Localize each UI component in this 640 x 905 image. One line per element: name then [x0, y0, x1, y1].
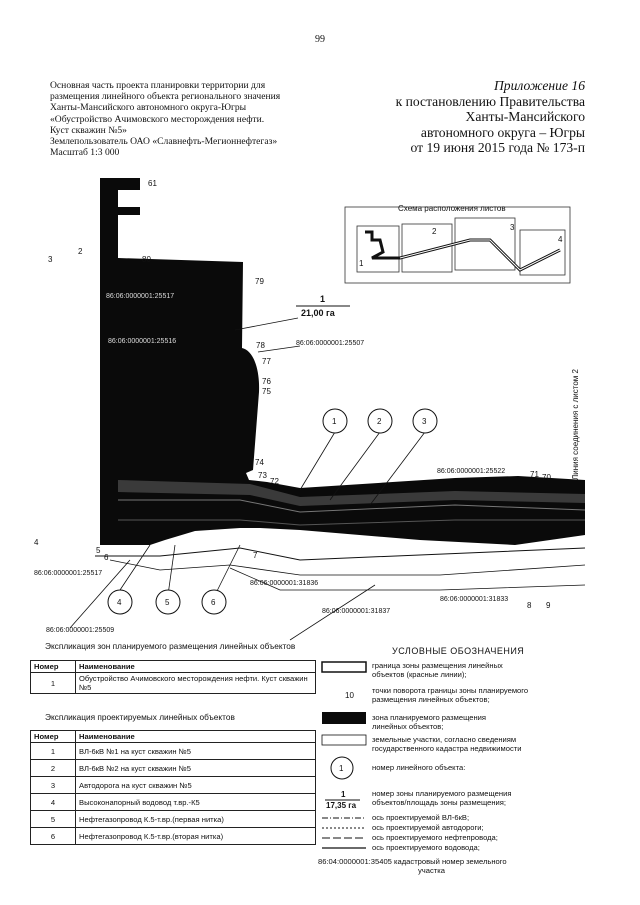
- table-cell: Нефтегазопровод К.5-т.вр.(первая нитка): [76, 811, 316, 828]
- point-label: 79: [255, 277, 264, 286]
- appendix-title: Приложение 16: [493, 78, 585, 93]
- legend-text: линейных объектов;: [372, 722, 444, 732]
- table-row: [31, 828, 316, 845]
- table-cell: ВЛ-6кВ №1 на куст скважин №5: [76, 743, 316, 760]
- legend-text: кадастровый номер земельного: [394, 857, 507, 866]
- appendix-line: Ханты-Мансийского: [465, 109, 585, 124]
- sheet-connection-label: Линия соединения с листом 2: [571, 369, 580, 480]
- point-label: 6: [104, 553, 109, 562]
- table1-title: Экспликация зон планируемого размещения линейных объектов: [45, 641, 296, 651]
- legend-title: УСЛОВНЫЕ ОБОЗНАЧЕНИЯ: [392, 646, 525, 656]
- legend-text: ось проектируемого нефтепровода;: [372, 833, 498, 842]
- appendix-line: от 19 июня 2015 года № 173-п: [410, 140, 585, 155]
- table-cell: Обустройство Ачимовского месторождения нефти. Куст скважин №5: [76, 673, 316, 694]
- legend-text: земельные участки, согласно сведениям: [372, 735, 517, 744]
- map-scale: Масштаб 1:3 000: [50, 147, 120, 159]
- zone-area: 21,00 га: [301, 308, 335, 318]
- table-row: [31, 673, 316, 694]
- legend-item: [372, 735, 521, 754]
- objects-table: [30, 730, 316, 845]
- legend-symbol-parcel: [322, 735, 366, 745]
- cadastral-number: 86:06:0000001:25507: [296, 340, 365, 347]
- table-row: [31, 743, 316, 760]
- appendix-line: автономного округа – Югры: [420, 124, 585, 140]
- cadastral-number: 86:06:0000001:31837: [322, 608, 391, 615]
- cadastral-number: 86:06:0000001:25516: [108, 338, 177, 345]
- object-number: 3: [422, 417, 427, 426]
- legend-text: ось проектируемой автодороги;: [372, 823, 484, 832]
- point-label: 74: [255, 458, 264, 467]
- header-left-line: размещения линейного объекта регионального значения: [50, 91, 281, 103]
- object-number: 4: [117, 598, 122, 607]
- cadastral-number: 86:06:0000001:25509: [46, 627, 115, 634]
- point-label: 8: [527, 601, 532, 610]
- table-cell: 1: [31, 673, 76, 694]
- point-label: 80: [142, 255, 151, 264]
- table2-title: Экспликация проектируемых линейных объектов: [45, 712, 235, 722]
- table-cell: 2: [31, 760, 76, 777]
- cadastral-number: 86:06:0000001:31833: [440, 596, 509, 603]
- table-header-row: [31, 661, 316, 673]
- point-label: 3: [48, 255, 53, 264]
- point-label: 75: [262, 387, 271, 396]
- legend-text: номер линейного объекта:: [372, 763, 466, 772]
- legend-text: объектов (красные линии);: [372, 670, 467, 680]
- table-header: Наименование: [76, 661, 316, 673]
- table-header: Номер: [31, 731, 76, 743]
- legend-text: граница зоны размещения линейных: [372, 661, 503, 670]
- legend-text: точки поворота границы зоны планируемого: [372, 686, 529, 695]
- legend-zone-number: 1: [341, 790, 346, 799]
- point-label: 70: [542, 473, 551, 482]
- table-cell: Автодорога на куст скважин №5: [76, 777, 316, 794]
- legend-item: [372, 833, 498, 842]
- legend-text: размещения линейных объектов;: [372, 695, 490, 705]
- point-label: 71: [530, 470, 539, 479]
- legend-symbol-point: 10: [345, 691, 354, 700]
- legend-text: участка: [418, 866, 445, 876]
- legend-item: [372, 661, 503, 680]
- inset-sheet-label: 4: [558, 235, 563, 244]
- legend-text: объектов/площадь зоны размещения;: [372, 798, 506, 808]
- table-row: [31, 794, 316, 811]
- cadastral-number: 86:06:0000001:31836: [250, 580, 319, 587]
- header-left-line: Землепользователь ОАО «Славнефть-Мегионнефтегаз»: [50, 136, 278, 148]
- header-left-line: Куст скважин №5»: [50, 124, 127, 136]
- point-label: 61: [148, 179, 157, 188]
- legend-object-number: 1: [339, 764, 344, 773]
- parcel-boundary: [95, 548, 585, 560]
- legend-text: ось проектируемой ВЛ-6кВ;: [372, 813, 470, 822]
- table-cell: 6: [31, 828, 76, 845]
- object-number: 5: [165, 598, 170, 607]
- leader-line: [168, 545, 175, 595]
- legend-item: [372, 763, 465, 772]
- table-cell: 1: [31, 743, 76, 760]
- table-header: Номер: [31, 661, 76, 673]
- legend-text: ось проектируемого водовода;: [372, 843, 480, 852]
- inset-sheet-label: 1: [359, 259, 364, 268]
- inset-sheet-label: 2: [432, 227, 437, 236]
- cadastral-number: 86:06:0000001:25517: [34, 570, 103, 577]
- legend-text: зона планируемого размещения: [372, 713, 487, 722]
- point-label: 73: [258, 471, 267, 480]
- table-cell: Нефтегазопровод К.5-т.вр.(вторая нитка): [76, 828, 316, 845]
- point-label: 78: [256, 341, 265, 350]
- table-cell: 3: [31, 777, 76, 794]
- object-number: 1: [332, 417, 337, 426]
- legend-item: [372, 789, 511, 808]
- table-cell: Высоконапорный водовод т.вр.-К5: [76, 794, 316, 811]
- object-number: 2: [377, 417, 382, 426]
- cadastral-number: 86:06:0000001:25522: [437, 468, 506, 475]
- inset-sheet-label: 3: [510, 223, 515, 232]
- inset-route-inner: [400, 240, 560, 270]
- point-label: 5: [96, 546, 101, 555]
- legend-item: [372, 823, 484, 832]
- table-header-row: [31, 731, 316, 743]
- cadastral-number: 86:06:0000001:25517: [106, 293, 175, 300]
- point-label: 72: [270, 477, 279, 486]
- object-number: 6: [211, 598, 216, 607]
- legend-zone-area: 17,35 га: [326, 801, 357, 810]
- table-cell: 4: [31, 794, 76, 811]
- legend-item: [372, 843, 480, 852]
- table-cell: ВЛ-6кВ №2 на куст скважин №5: [76, 760, 316, 777]
- parcel-boundary: [110, 560, 585, 575]
- point-label: 2: [78, 247, 83, 256]
- header-left-line: Ханты-Мансийского автономного округа-Югры: [50, 102, 247, 114]
- zones-table: [30, 660, 316, 694]
- inset-sheet-3: [455, 218, 515, 270]
- legend-item: [372, 686, 528, 705]
- table-row: [31, 811, 316, 828]
- leader-line: [300, 432, 335, 490]
- header-left-line: «Обустройство Ачимовского месторождения нефти.: [50, 113, 265, 125]
- point-label: 7: [253, 551, 258, 560]
- point-label: 9: [546, 601, 551, 610]
- page-number: 99: [315, 34, 325, 45]
- sheet-inset-title: Схема расположения листов: [398, 204, 506, 213]
- table-header: Наименование: [76, 731, 316, 743]
- header-left-line: Основная часть проекта планировки территории для: [50, 80, 266, 91]
- legend-symbol-boundary: [322, 662, 366, 672]
- table-row: [31, 760, 316, 777]
- point-label: 77: [262, 357, 271, 366]
- leader-line: [215, 545, 240, 595]
- legend-item: [318, 857, 507, 876]
- point-label: 4: [34, 538, 39, 547]
- legend-text: государственного кадастра недвижимости: [372, 744, 522, 754]
- legend-symbol-zone: [322, 712, 366, 724]
- zone-number: 1: [320, 294, 326, 304]
- point-label: 76: [262, 377, 271, 386]
- legend-item: [372, 813, 469, 822]
- table-cell: 5: [31, 811, 76, 828]
- legend-item: [372, 713, 486, 732]
- leader-line: [235, 318, 298, 330]
- appendix-line: к постановлению Правительства: [395, 93, 585, 109]
- table-row: [31, 777, 316, 794]
- legend-text: номер зоны планируемого размещения: [372, 789, 512, 798]
- legend-cadastral-sample: 86:04:0000001:35405: [318, 857, 392, 866]
